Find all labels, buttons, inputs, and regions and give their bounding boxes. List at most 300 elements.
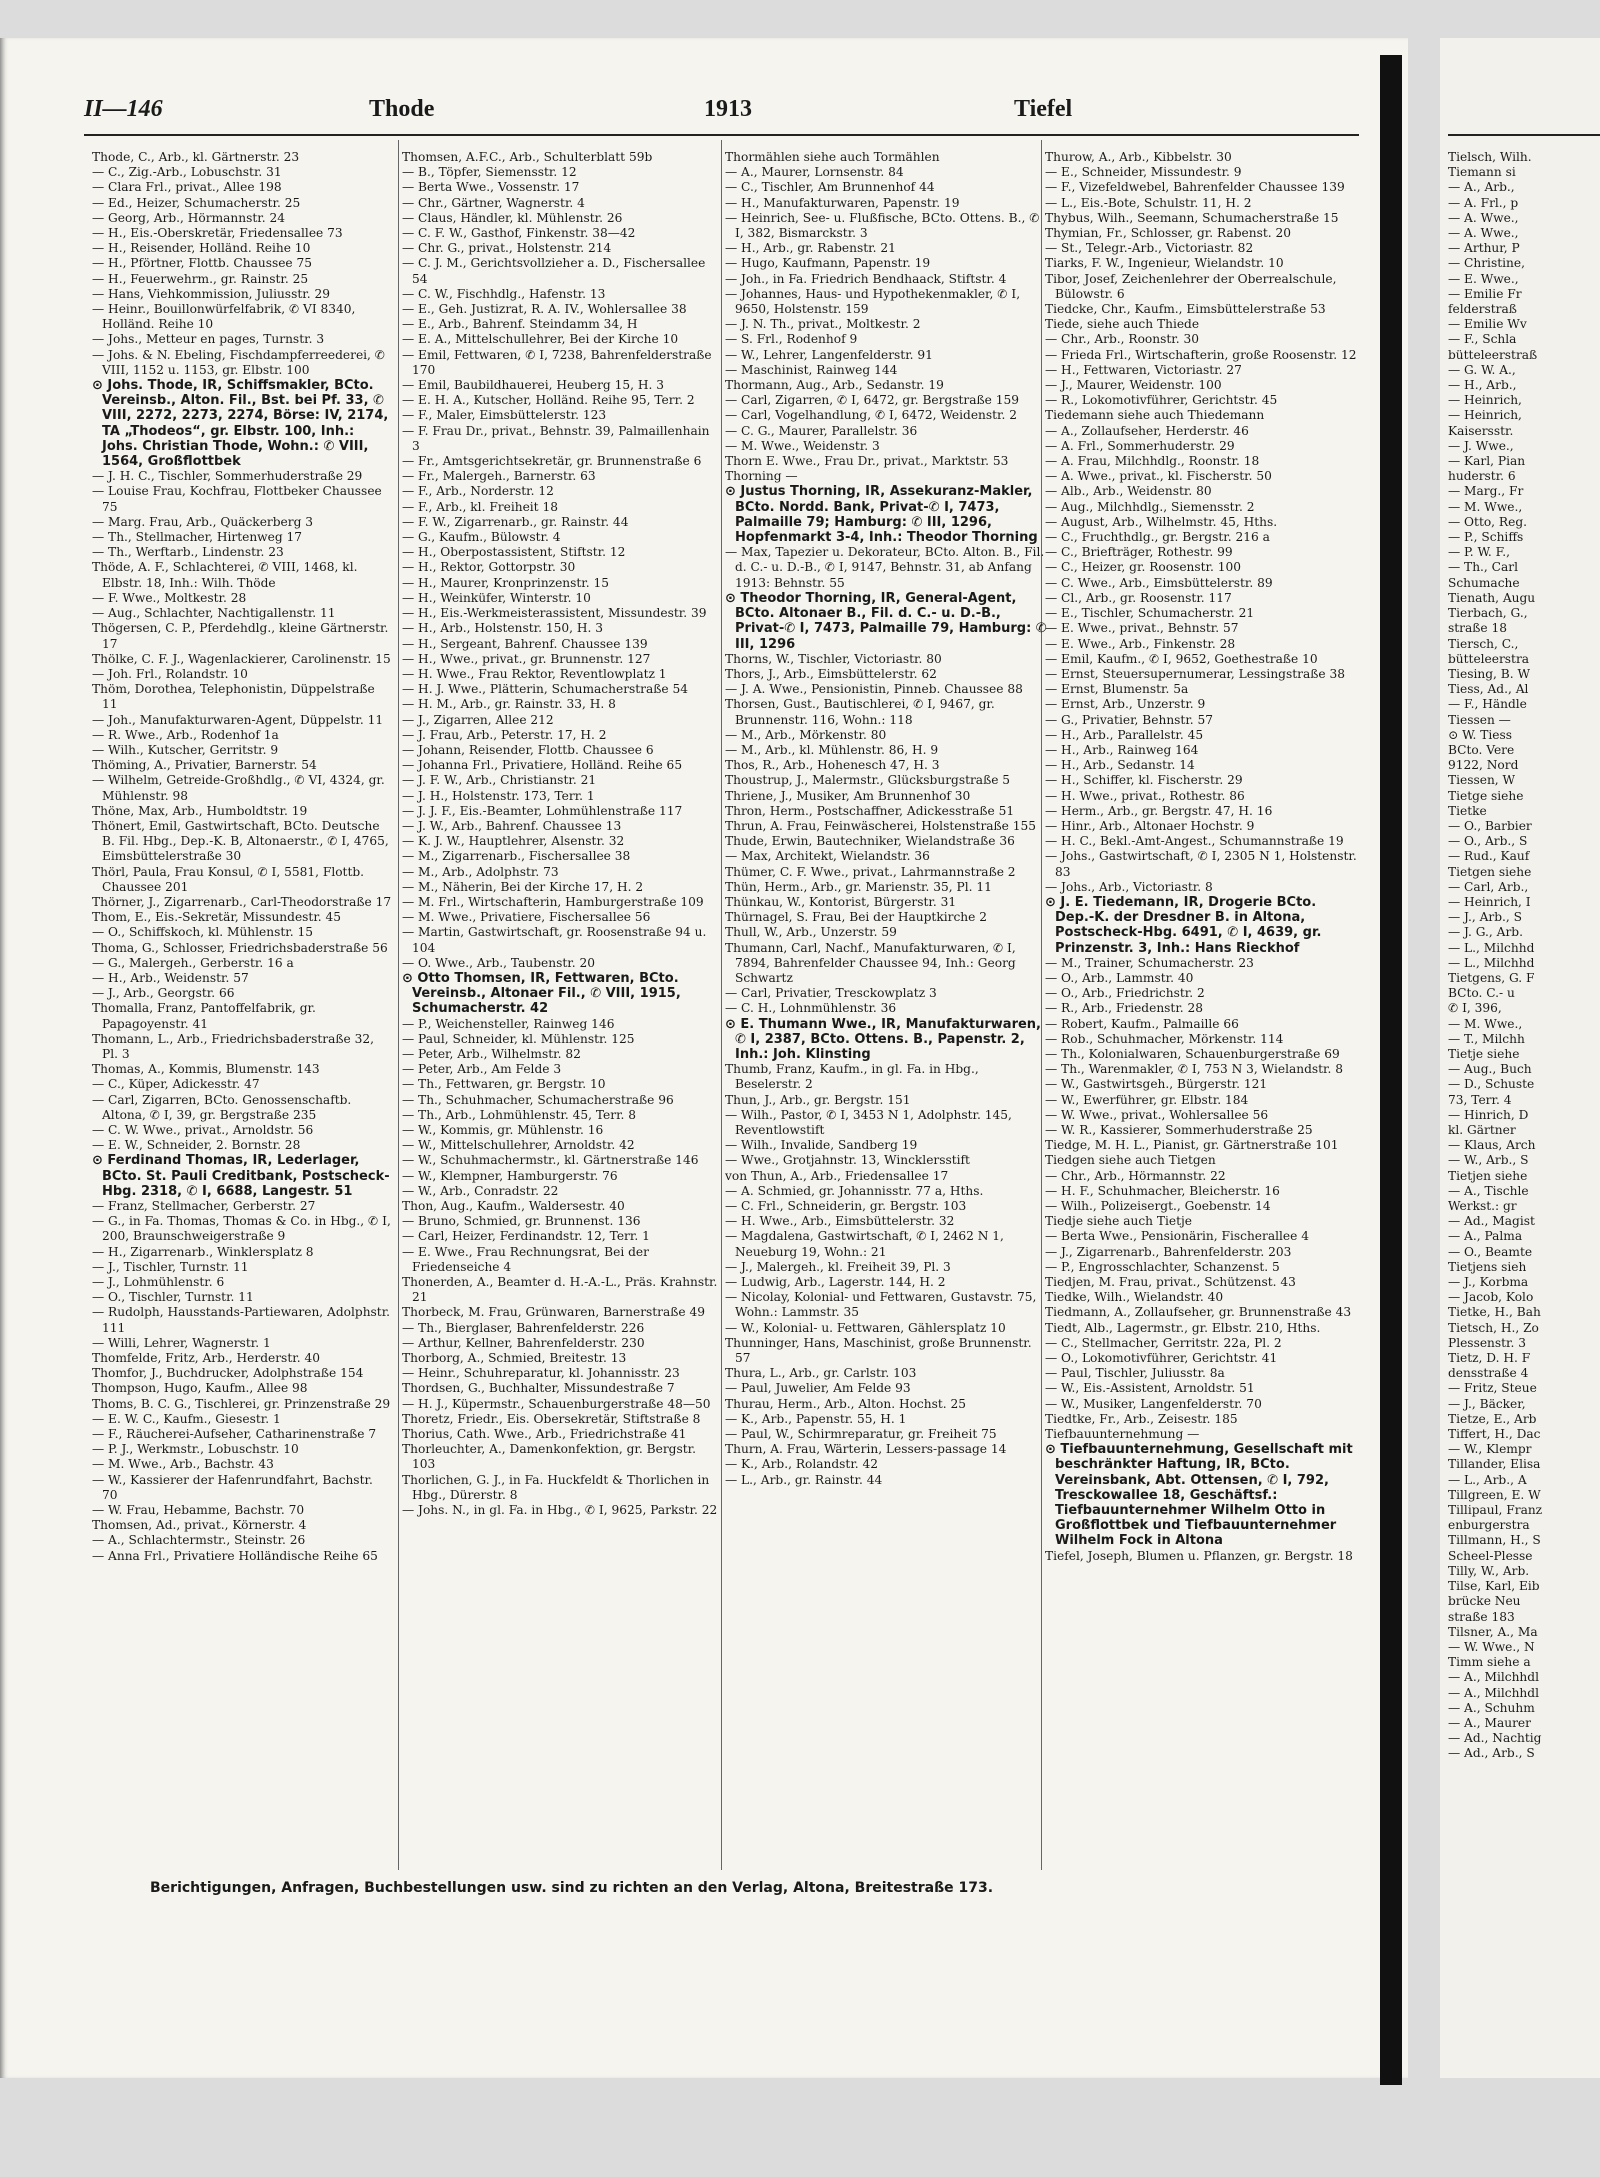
directory-entry: — Johann, Reisender, Flottb. Chaussee 6 (402, 742, 654, 757)
directory-entry: — W. Frau, Hebamme, Bachstr. 70 (92, 1503, 305, 1518)
directory-entry: — F. Frau Dr., privat., Behnstr. 39, Palmaillenhain 3 (402, 423, 710, 453)
next-page-entry: — W., Klempr (1448, 1442, 1532, 1457)
directory-entry: — A., Zollaufseher, Herderstr. 46 (1045, 423, 1249, 438)
next-page-entry: Plessenstr. 3 (1448, 1335, 1527, 1350)
directory-entry: — H., Wwe., privat., gr. Brunnenstr. 127 (402, 651, 651, 666)
directory-entry: Tibor, Josef, Zeichenlehrer der Oberrealschule, Bülowstr. 6 (1045, 271, 1337, 301)
directory-entry: — Th., Schuhmacher, Schumacherstraße 96 (402, 1092, 674, 1107)
next-page-entry: felderstraß (1448, 302, 1517, 317)
directory-entry: — E. Wwe., Arb., Finkenstr. 28 (1045, 636, 1236, 651)
next-page-entry: — Arthur, P (1448, 241, 1520, 256)
directory-entry: — Heinr., Bouillonwürfelfabrik, ✆ VI 8340, Holländ. Reihe 10 (92, 302, 356, 332)
directory-entry: — R. Wwe., Arb., Rodenhof 1a (92, 727, 279, 742)
next-page-entry: brücke Neu (1448, 1594, 1521, 1609)
next-page-entry: Tiersch, C., (1448, 636, 1519, 651)
directory-entry: — Maschinist, Rainweg 144 (725, 362, 898, 377)
directory-entry: Thun, J., Arb., gr. Bergstr. 151 (725, 1092, 911, 1107)
directory-entry: Thürnagel, S. Frau, Bei der Hauptkirche 2 (725, 910, 987, 925)
next-page-entry: Tillmann, H., S (1448, 1533, 1541, 1548)
directory-entry: Thorns, W., Tischler, Victoriastr. 80 (725, 651, 942, 666)
directory-entry: — M. Wwe., Privatiere, Fischersallee 56 (402, 910, 651, 925)
directory-entry: — Th., Werftarb., Lindenstr. 23 (92, 545, 284, 560)
directory-entry: — H. Wwe., Frau Rektor, Reventlowplatz 1 (402, 666, 667, 681)
directory-entry: — Frieda Frl., Wirtschafterin, große Roosenstr. 12 (1045, 347, 1357, 362)
directory-entry: — Peter, Arb., Wilhelmstr. 82 (402, 1046, 581, 1061)
year: 1913 (704, 96, 752, 122)
directory-entry: Thors, J., Arb., Eimsbüttelerstr. 62 (725, 666, 937, 681)
directory-entry: — Wilh., Polizeisergt., Goebenstr. 14 (1045, 1199, 1271, 1214)
next-page-edge (1440, 38, 1600, 2078)
directory-entry: Thönert, Emil, Gastwirtschaft, BCto. Deutsche B. Fil. Hbg., Dep.-K. B, Altonaerstr., ✆ I, 4765, Eimsbüttelerstraße 30 (92, 818, 389, 864)
directory-entry: — J. H., Holstenstr. 173, Terr. 1 (402, 788, 595, 803)
directory-entry: — E. Wwe., Frau Rechnungsrat, Bei der Friedenseiche 4 (402, 1244, 649, 1274)
firm-entry: ⊙ Johs. Thode, IR, Schiffsmakler, BCto. Vereinsb., Alton. Fil., Bst. bei Pf. 33, ✆ VIII, 2272, 2273, 2274, Börse: IV, 2174, TA „Thodeos“, gr. Elbstr. 100, Inh.: Johs. Christian Thode, Wohn.: ✆ VIII, 1564, Großflottbek (92, 378, 389, 470)
directory-entry: — M. Wwe., Arb., Bachstr. 43 (92, 1457, 274, 1472)
directory-entry: Thöde, A. F., Schlachterei, ✆ VIII, 1468, kl. Elbstr. 18, Inh.: Wilh. Thöde (92, 560, 358, 590)
directory-entry: — Joh. Frl., Rolandstr. 10 (92, 666, 248, 681)
directory-entry: Thriene, J., Musiker, Am Brunnenhof 30 (725, 788, 971, 803)
directory-entry: — S. Frl., Rodenhof 9 (725, 332, 858, 347)
next-page-entry: Tietje siehe (1448, 1046, 1520, 1061)
directory-entry: — H. M., Arb., gr. Rainstr. 33, H. 8 (402, 697, 616, 712)
directory-entry: — Rob., Schuhmacher, Mörkenstr. 114 (1045, 1031, 1284, 1046)
next-page-entry: Tilsner, A., Ma (1448, 1624, 1538, 1639)
page-number: II—146 (84, 96, 163, 122)
next-page-entry: — A., Arb., (1448, 180, 1515, 195)
next-page-entry: — Aug., Buch (1448, 1062, 1532, 1077)
column-1 (92, 150, 392, 1564)
directory-entry: — H., Arb., Holstenstr. 150, H. 3 (402, 621, 603, 636)
directory-entry: — H., Eis.-Oberskretär, Friedensallee 73 (92, 226, 343, 241)
directory-entry: — H., Feuerwehrm., gr. Rainstr. 25 (92, 271, 309, 286)
directory-entry: — Johannes, Haus- und Hypothekenmakler, ✆ I, 9650, Holstenstr. 159 (725, 286, 1021, 317)
next-page-entry: — A., Maurer (1448, 1715, 1531, 1730)
directory-entry: Tiefel, Joseph, Blumen u. Pflanzen, gr. Bergstr. 18 (1045, 1548, 1353, 1563)
next-page-entry: — P. W. F., (1448, 545, 1510, 560)
directory-entry: — H., Maurer, Kronprinzenstr. 15 (402, 575, 610, 590)
directory-entry: — Paul, W., Schirmreparatur, gr. Freiheit 75 (725, 1427, 997, 1442)
directory-entry: Tiefbauunternehmung — (1045, 1427, 1200, 1442)
directory-entry: Tiedemann siehe auch Thiedemann (1045, 408, 1265, 423)
directory-entry: — Th., Warenmakler, ✆ I, 753 N 3, Wielandstr. 8 (1045, 1062, 1344, 1077)
directory-entry: — H., Schiffer, kl. Fischerstr. 29 (1045, 773, 1243, 788)
directory-entry: — H., Arb., Rainweg 164 (1045, 742, 1199, 757)
directory-entry: — G., Malergeh., Gerberstr. 16 a (92, 955, 294, 970)
directory-entry: — H., Reisender, Holländ. Reihe 10 (92, 241, 311, 256)
directory-entry: — W., Kolonial- u. Fettwaren, Gählersplatz 10 (725, 1320, 1006, 1335)
directory-entry: — Marg. Frau, Arb., Quäckerberg 3 (92, 514, 314, 529)
directory-entry: — G., Privatier, Behnstr. 57 (1045, 712, 1214, 727)
directory-entry: — Carl, Zigarren, BCto. Genossenschaftb. Altona, ✆ I, 39, gr. Bergstraße 235 (92, 1092, 352, 1122)
next-page-entry: — J. G., Arb. (1448, 925, 1523, 940)
directory-entry: — Johanna Frl., Privatiere, Holländ. Reihe 65 (402, 758, 683, 773)
directory-entry: — W. Wwe., privat., Wohlersallee 56 (1045, 1107, 1269, 1122)
directory-entry: — A. Frau, Milchhdlg., Roonstr. 18 (1045, 454, 1260, 469)
directory-entry: — Fr., Amtsgerichtsekretär, gr. Brunnenstraße 6 (402, 454, 702, 469)
directory-entry: Thomann, L., Arb., Friedrichsbaderstraße 32, Pl. 3 (92, 1031, 374, 1061)
directory-entry: — Max, Tapezier u. Dekorateur, BCto. Alton. B., Fil. d. C.- u. D.-B., ✆ I, 9147, Behnstr. 31, ab Anfang 1913: Behnstr. 55 (725, 545, 1045, 590)
first-entry-word: Thode (369, 96, 435, 122)
directory-entry: — C., Heizer, gr. Roosenstr. 100 (1045, 560, 1242, 575)
directory-entry: — Carl, Vogelhandlung, ✆ I, 6472, Weidenstr. 2 (725, 408, 1018, 423)
directory-entry: — Hinr., Arb., Altonaer Hochstr. 9 (1045, 818, 1255, 833)
firm-entry: ⊙ Theodor Thorning, IR, General-Agent, BCto. Altonaer B., Fil. d. C.- u. D.-B., Privat-✆ I, 7473, Palmaille 79, Hamburg: ✆ III, 1296 (725, 590, 1047, 652)
firm-entry: ⊙ Tiefbauunternehmung, Gesellschaft mit beschränkter Haftung, IR, BCto. Vereinsbank, Abt. Ottensen, ✆ I, 792, Tresckowallee 18, Geschäftsf.: Tiefbauunternehmer Wilhelm Otto in Großflottbek und Tiefbauunternehmer Wilhelm Fock in Altona (1045, 1442, 1353, 1549)
directory-entry: — H., Arb., Parallelstr. 45 (1045, 727, 1204, 742)
directory-entry: — H., Weinküfer, Winterstr. 10 (402, 590, 591, 605)
next-page-entry: Tietsch, H., Zo (1448, 1320, 1539, 1335)
directory-entry: — Paul, Schneider, kl. Mühlenstr. 125 (402, 1031, 635, 1046)
directory-entry: — F., Maler, Eimsbüttelerstr. 123 (402, 408, 607, 423)
directory-entry: — M. Frl., Wirtschafterin, Hamburgerstraße 109 (402, 894, 704, 909)
directory-entry: — J. Frau, Arb., Peterstr. 17, H. 2 (402, 727, 607, 742)
directory-entry: — Johs., Metteur en pages, Turnstr. 3 (92, 332, 325, 347)
next-page-entry: — Christine, (1448, 256, 1525, 271)
directory-entry: — Joh., Manufakturwaren-Agent, Düppelstr. 11 (92, 712, 384, 727)
directory-entry: Tiedje siehe auch Tietje (1045, 1214, 1192, 1229)
directory-entry: — W., Kassierer der Hafenrundfahrt, Bachstr. 70 (92, 1472, 373, 1502)
next-page-entry: Tierbach, G., (1448, 606, 1528, 621)
directory-entry: Thorleuchter, A., Damenkonfektion, gr. Bergstr. 103 (402, 1442, 696, 1472)
next-page-entry: — A. Wwe., (1448, 226, 1519, 241)
directory-entry: — Clara Frl., privat., Allee 198 (92, 180, 282, 195)
directory-entry: — Peter, Arb., Am Felde 3 (402, 1062, 562, 1077)
directory-entry: — Wilhelm, Getreide-Großhdlg., ✆ VI, 4324, gr. Mühlenstr. 98 (92, 773, 385, 803)
directory-entry: — C. Frl., Schneiderin, gr. Bergstr. 103 (725, 1199, 967, 1214)
directory-entry: — A. Schmied, gr. Johannisstr. 77 a, Hths. (725, 1183, 984, 1198)
directory-entry: — Chr., Arb., Roonstr. 30 (1045, 332, 1199, 347)
next-page-entry: — J. Wwe., (1448, 438, 1514, 453)
directory-entry: Thoretz, Friedr., Eis. Obersekretär, Stiftstraße 8 (402, 1411, 701, 1426)
directory-entry: — W., Kommis, gr. Mühlenstr. 16 (402, 1123, 604, 1137)
firm-entry: ⊙ Otto Thomsen, IR, Fettwaren, BCto. Vereinsb., Altonaer Fil., ✆ VIII, 1915, Schumacherstr. 42 (402, 970, 681, 1017)
next-page-entry: — Otto, Reg. (1448, 514, 1527, 529)
next-page-entry: Tiemann si (1448, 165, 1516, 180)
directory-entry: Thunninger, Hans, Maschinist, große Brunnenstr. 57 (725, 1335, 1032, 1366)
directory-entry: — O. Wwe., Arb., Taubenstr. 20 (402, 955, 595, 970)
directory-entry: — J., Malergeh., kl. Freiheit 39, Pl. 3 (725, 1259, 951, 1274)
directory-entry: — Ernst, Arb., Unzerstr. 9 (1045, 697, 1206, 712)
directory-entry: Thorlichen, G. J., in Fa. Huckfeldt & Thorlichen in Hbg., Dürerstr. 8 (402, 1472, 710, 1502)
directory-entry: Thumb, Franz, Kaufm., in gl. Fa. in Hbg., Beselerstr. 2 (725, 1062, 979, 1092)
directory-entry: von Thun, A., Arb., Friedensallee 17 (725, 1168, 949, 1183)
next-page-entry: — W. Wwe., N (1448, 1639, 1535, 1654)
directory-entry: — Cl., Arb., gr. Roosenstr. 117 (1045, 590, 1232, 605)
next-page-entry: — Heinrich, (1448, 408, 1522, 423)
next-page-entry: — Hinrich, D (1448, 1107, 1529, 1122)
directory-entry: — Martin, Gastwirtschaft, gr. Roosenstraße 94 u. 104 (402, 925, 707, 955)
directory-entry: Thoustrup, J., Malermstr., Glücksburgstraße 5 (725, 773, 1011, 788)
directory-entry: — H. J., Küpermstr., Schauenburgerstraße 48—50 (402, 1396, 711, 1411)
directory-entry: — J., Zigarren, Allee 212 (402, 712, 554, 727)
directory-entry: — Ernst, Steuersupernumerar, Lessingstraße 38 (1045, 666, 1345, 681)
directory-entry: — Bruno, Schmied, gr. Brunnenst. 136 (402, 1214, 641, 1229)
book-spine (1380, 55, 1402, 2085)
next-page-entry: — J., Korbma (1448, 1275, 1529, 1290)
next-page-entry: — Emilie Fr (1448, 286, 1522, 301)
directory-entry: Tiede, siehe auch Thiede (1045, 317, 1200, 332)
next-page-entry: — Fritz, Steue (1448, 1381, 1537, 1396)
next-page-entry: Tilse, Karl, Eib (1448, 1579, 1540, 1594)
directory-entry: — Aug., Schlachter, Nachtigallenstr. 11 (92, 606, 336, 621)
directory-entry: — Chr. G., privat., Holstenstr. 214 (402, 241, 612, 256)
directory-entry: — J. J. F., Eis.-Beamter, Lohmühlenstraße 117 (402, 803, 683, 818)
next-page-entry: densstraße 4 (1448, 1366, 1529, 1381)
directory-entry: — P., Weichensteller, Rainweg 146 (402, 1016, 615, 1031)
directory-entry: — O., Lokomotivführer, Gerichtstr. 41 (1045, 1351, 1278, 1366)
directory-entry: — W., Arb., Conradstr. 22 (402, 1183, 559, 1198)
directory-entry: — Franz, Stellmacher, Gerberstr. 27 (92, 1199, 316, 1214)
next-page-entry: — Klaus, Arch (1448, 1138, 1536, 1153)
directory-entry: — Carl, Privatier, Tresckowplatz 3 (725, 986, 937, 1001)
directory-entry: Tiedge, M. H. L., Pianist, gr. Gärtnerstraße 101 (1045, 1138, 1339, 1153)
next-page-entry: Tietgen siehe (1448, 864, 1532, 879)
directory-entry: — E. W. C., Kaufm., Giesestr. 1 (92, 1411, 281, 1426)
next-page-entry: Tietgens, G. F (1448, 970, 1535, 985)
directory-entry: — C. J. M., Gerichtsvollzieher a. D., Fischersallee 54 (402, 256, 706, 286)
directory-entry: — Georg, Arb., Hörmannstr. 24 (92, 210, 285, 225)
directory-entry: — Heinr., Schuhreparatur, kl. Johannisstr. 23 (402, 1366, 680, 1381)
directory-entry: — C., Küper, Adickesstr. 47 (92, 1077, 260, 1092)
next-page-entry: — A., Schuhm (1448, 1700, 1535, 1715)
directory-entry: — W., Klempner, Hamburgerstr. 76 (402, 1168, 618, 1183)
directory-entry: — W. R., Kassierer, Sommerhuderstraße 25 (1045, 1123, 1313, 1137)
directory-entry: — Carl, Zigarren, ✆ I, 6472, gr. Bergstraße 159 (725, 393, 1019, 408)
next-page-entry: Tielsch, Wilh. (1448, 150, 1532, 164)
next-page-entry: 9122, Nord (1448, 758, 1519, 773)
directory-entry: — Berta Wwe., Vossenstr. 17 (402, 180, 580, 195)
directory-entry: Tiedt, Alb., Lagermstr., gr. Elbstr. 210, Hths. (1045, 1320, 1321, 1335)
directory-entry: — Th., Arb., Lohmühlenstr. 45, Terr. 8 (402, 1107, 637, 1122)
directory-entry: — C., Briefträger, Rothestr. 99 (1045, 545, 1233, 560)
directory-entry: — Ludwig, Arb., Lagerstr. 144, H. 2 (725, 1275, 946, 1290)
directory-entry: — Claus, Händler, kl. Mühlenstr. 26 (402, 210, 623, 225)
next-page-entry: Tilly, W., Arb. (1448, 1563, 1530, 1578)
directory-entry: — J., Maurer, Weidenstr. 100 (1045, 378, 1222, 393)
directory-entry: — H., Arb., Sedanstr. 14 (1045, 758, 1195, 773)
directory-entry: — W., Mittelschullehrer, Arnoldstr. 42 (402, 1138, 635, 1153)
directory-entry: Thomfor, J., Buchdrucker, Adolphstraße 154 (92, 1366, 364, 1381)
column-2 (402, 150, 720, 1518)
directory-entry: — Fr., Malergeh., Barnerstr. 63 (402, 469, 596, 484)
directory-entry: — C. G., Maurer, Parallelstr. 36 (725, 423, 918, 438)
next-page-entry: — O., Barbier (1448, 818, 1532, 833)
directory-entry: — J., Lohmühlenstr. 6 (92, 1275, 225, 1290)
directory-entry: Tiedmann, A., Zollaufseher, gr. Brunnenstraße 43 (1045, 1305, 1352, 1320)
directory-entry: — C., Fruchthdlg., gr. Bergstr. 216 a (1045, 530, 1270, 545)
directory-entry: Thull, W., Arb., Unzerstr. 59 (725, 925, 897, 940)
directory-entry: Thurn, A. Frau, Wärterin, Lessers-passage 14 (725, 1442, 1007, 1457)
directory-entry: — Robert, Kaufm., Palmaille 66 (1045, 1016, 1239, 1031)
next-page-entry: — W., Arb., S (1448, 1153, 1529, 1168)
directory-entry: Thöne, Max, Arb., Humboldtstr. 19 (92, 803, 308, 818)
next-page-entry: — Ad., Arb., S (1448, 1746, 1535, 1761)
directory-entry: Thomfelde, Fritz, Arb., Herderstr. 40 (92, 1351, 320, 1366)
directory-entry: — Johs. N., in gl. Fa. in Hbg., ✆ I, 9625, Parkstr. 22 (402, 1503, 718, 1518)
directory-entry: — O., Arb., Lammstr. 40 (1045, 970, 1194, 985)
firm-entry: ⊙ Ferdinand Thomas, IR, Lederlager, BCto. St. Pauli Creditbank, Postscheck-Hbg. 2318, ✆ I, 6688, Langestr. 51 (92, 1153, 390, 1199)
directory-entry: — Wwe., Grotjahnstr. 13, Wincklersstift (725, 1153, 970, 1168)
next-page-header-rule (1448, 134, 1600, 136)
directory-entry: — H. C., Bekl.-Amt-Angest., Schumannstraße 19 (1045, 834, 1344, 849)
next-page-entry: — M. Wwe., (1448, 1016, 1523, 1031)
directory-entry: — St., Telegr.-Arb., Victoriastr. 82 (1045, 241, 1254, 256)
directory-entry: Thünkau, W., Kontorist, Bürgerstr. 31 (725, 894, 957, 909)
next-page-column (1448, 150, 1598, 1762)
directory-entry: — W., Ewerführer, gr. Elbstr. 184 (1045, 1092, 1249, 1107)
directory-entry: Tiedgen siehe auch Tietgen (1045, 1153, 1216, 1168)
next-page-entry: — A., Milchhdl (1448, 1670, 1539, 1685)
directory-entry: — K. J. W., Hauptlehrer, Alsenstr. 32 (402, 834, 625, 849)
directory-entry: Thurow, A., Arb., Kibbelstr. 30 (1045, 150, 1232, 164)
directory-entry: Thompson, Hugo, Kaufm., Allee 98 (92, 1381, 308, 1396)
next-page-entry: — Th., Carl (1448, 560, 1518, 575)
directory-entry: Thos, R., Arb., Hohenesch 47, H. 3 (725, 758, 940, 773)
firm-entry: ⊙ Justus Thorning, IR, Assekuranz-Makler, BCto. Nordd. Bank, Privat-✆ I, 7473, Palmaille 79; Hamburg: ✆ III, 1296, Hopfenmarkt 3-4, Inh.: Theodor Thorning (725, 484, 1038, 546)
directory-entry: Thorius, Cath. Wwe., Arb., Friedrichstraße 41 (402, 1427, 687, 1442)
directory-entry: Thörl, Paula, Frau Konsul, ✆ I, 5581, Flottb. Chaussee 201 (92, 864, 365, 894)
directory-entry: — Hugo, Kaufmann, Papenstr. 19 (725, 256, 931, 271)
directory-entry: — K., Arb., Papenstr. 55, H. 1 (725, 1411, 907, 1426)
directory-entry: — A. Frl., Sommerhuderstr. 29 (1045, 438, 1235, 453)
directory-entry: — Heinrich, See- u. Flußfische, BCto. Ottens. B., ✆ I, 382, Bismarckstr. 3 (725, 210, 1040, 241)
directory-entry: Thörner, J., Zigarrenarb., Carl-Theodorstraße 17 (92, 894, 392, 909)
directory-entry: — J. W., Arb., Bahrenf. Chaussee 13 (402, 818, 622, 833)
directory-entry: — H., Eis.-Werkmeisterassistent, Missundestr. 39 (402, 606, 707, 621)
directory-entry: — W., Musiker, Langenfelderstr. 70 (1045, 1396, 1262, 1411)
directory-entry: — M., Zigarrenarb., Fischersallee 38 (402, 849, 631, 864)
directory-entry: Thorbeck, M. Frau, Grünwaren, Barnerstraße 49 (402, 1305, 705, 1320)
directory-entry: — J. A. Wwe., Pensionistin, Pinneb. Chaussee 88 (725, 682, 1023, 697)
directory-entry: Thura, L., Arb., gr. Carlstr. 103 (725, 1366, 917, 1381)
next-page-entry: Tiessen — (1448, 712, 1511, 727)
directory-entry: Thom, E., Eis.-Sekretär, Missundestr. 45 (92, 910, 342, 925)
directory-entry: Thorborg, A., Schmied, Breitestr. 13 (402, 1351, 627, 1366)
directory-entry: — Joh., in Fa. Friedrich Bendhaack, Stiftstr. 4 (725, 271, 1007, 286)
directory-entry: — Nicolay, Kolonial- und Fettwaren, Gustavstr. 75, Wohn.: Lammstr. 35 (725, 1290, 1037, 1320)
directory-entry: — H. F., Schuhmacher, Bleicherstr. 16 (1045, 1183, 1280, 1198)
directory-entry: Tiedke, Wilh., Wielandstr. 40 (1045, 1290, 1224, 1305)
directory-entry: — E., Schneider, Missundestr. 9 (1045, 165, 1242, 180)
directory-entry: — E., Geh. Justizrat, R. A. IV., Wohlersallee 38 (402, 302, 687, 317)
firm-entry: ⊙ E. Thumann Wwe., IR, Manufakturwaren, ✆ I, 2387, BCto. Ottens. B., Papenstr. 2, Inh.: Joh. Klinsting (725, 1016, 1041, 1062)
directory-entry: Thormann, Aug., Arb., Sedanstr. 19 (725, 378, 944, 393)
directory-entry: — W., Schuhmachermstr., kl. Gärtnerstraße 146 (402, 1153, 699, 1168)
directory-entry: Thün, Herm., Arb., gr. Marienstr. 35, Pl. 11 (725, 879, 992, 894)
directory-entry: — F., Arb., kl. Freiheit 18 (402, 499, 558, 514)
next-page-entry: — M. Wwe., (1448, 499, 1523, 514)
directory-entry: — M., Trainer, Schumacherstr. 23 (1045, 955, 1254, 970)
directory-entry: — K., Arb., Rolandstr. 42 (725, 1457, 879, 1472)
next-page-entry: Timm siehe a (1448, 1655, 1531, 1670)
directory-entry: — F. Wwe., Moltkestr. 28 (92, 590, 247, 605)
directory-entry: — Berta Wwe., Pensionärin, Fischerallee 4 (1045, 1229, 1309, 1244)
next-page-entry: — Heinrich, (1448, 393, 1522, 408)
directory-entry: — R., Lokomotivführer, Gerichtstr. 45 (1045, 393, 1278, 408)
directory-entry: — J. H. C., Tischler, Sommerhuderstraße 29 (92, 469, 363, 484)
directory-entry: Thümer, C. F. Wwe., privat., Lahrmannstraße 2 (725, 864, 1016, 879)
directory-entry: — L., Eis.-Bote, Schulstr. 11, H. 2 (1045, 195, 1252, 210)
directory-entry: — H. Wwe., Arb., Eimsbüttelerstr. 32 (725, 1214, 955, 1229)
directory-entry: Thumann, Carl, Nachf., Manufakturwaren, ✆ I, 7894, Bahrenfelder Chaussee 94, Inh.: Georg Schwartz (725, 940, 1016, 985)
directory-entry: — Louise Frau, Kochfrau, Flottbeker Chaussee 75 (92, 484, 382, 514)
directory-entry: — E., Arb., Bahrenf. Steindamm 34, H (402, 317, 638, 332)
directory-entry: — G., Kaufm., Bülowstr. 4 (402, 530, 561, 545)
next-page-entry: Tillander, Elisa (1448, 1457, 1541, 1472)
directory-entry: — H., Rektor, Gottorpstr. 30 (402, 560, 576, 575)
next-page-entry: BCto. Vere (1448, 742, 1515, 757)
next-page-entry: Tietjen siehe (1448, 1168, 1528, 1183)
next-page-entry: Tienath, Augu (1448, 590, 1536, 605)
directory-entry: Thomas, A., Kommis, Blumenstr. 143 (92, 1062, 320, 1077)
next-page-entry: — P., Schiffs (1448, 530, 1524, 545)
next-page-entry: — Rud., Kauf (1448, 849, 1530, 864)
column-4 (1045, 150, 1357, 1564)
directory-entry: — Wilh., Invalide, Sandberg 19 (725, 1138, 918, 1153)
running-head (84, 96, 1359, 136)
directory-entry: Tiedjen, M. Frau, privat., Schützenst. 43 (1045, 1275, 1296, 1290)
next-page-entry: Tillgreen, E. W (1448, 1487, 1541, 1502)
next-page-entry: — Ad., Magist (1448, 1214, 1535, 1229)
next-page-entry: — A., Tischle (1448, 1183, 1529, 1198)
directory-entry: — C. F. W., Gasthof, Finkenstr. 38—42 (402, 226, 636, 241)
next-page-entry: Werkst.: gr (1448, 1199, 1517, 1214)
directory-entry: — Wilh., Pastor, ✆ I, 3453 N 1, Adolphstr. 145, Reventlowstift (725, 1107, 1012, 1137)
next-page-entry: ⊙ W. Tiess (1448, 727, 1512, 742)
directory-entry: — Herm., Arb., gr. Bergstr. 47, H. 16 (1045, 803, 1273, 818)
column-divider (721, 140, 722, 1870)
directory-entry: — C. W. Wwe., privat., Arnoldstr. 56 (92, 1123, 314, 1137)
directory-entry: — W., Eis.-Assistent, Arnoldstr. 51 (1045, 1381, 1255, 1396)
next-page-entry: — Jacob, Kolo (1448, 1290, 1534, 1305)
directory-entry: — Aug., Milchhdlg., Siemensstr. 2 (1045, 499, 1255, 514)
directory-entry: — H., Zigarrenarb., Winklersplatz 8 (92, 1244, 314, 1259)
directory-entry: Thoms, B. C. G., Tischlerei, gr. Prinzenstraße 29 (92, 1396, 391, 1411)
directory-entry: — Chr., Gärtner, Wagnerstr. 4 (402, 195, 585, 210)
directory-entry: Thoma, G., Schlosser, Friedrichsbaderstraße 56 (92, 940, 388, 955)
directory-entry: — Johs., Gastwirtschaft, ✆ I, 2305 N 1, Holstenstr. 83 (1045, 849, 1357, 879)
directory-entry: — Wilh., Kutscher, Gerritstr. 9 (92, 742, 279, 757)
next-page-entry: — Ad., Nachtig (1448, 1731, 1542, 1746)
directory-entry: — H., Fettwaren, Victoriastr. 27 (1045, 362, 1242, 377)
directory-entry: — Th., Stellmacher, Hirtenweg 17 (92, 530, 303, 545)
column-divider (398, 140, 399, 1870)
directory-entry: — Rudolph, Hausstands-Partiewaren, Adolphstr. 111 (92, 1305, 391, 1335)
directory-entry: — F., Arb., Norderstr. 12 (402, 484, 554, 499)
next-page-entry: straße 18 (1448, 621, 1507, 636)
directory-entry: — J., Arb., Georgstr. 66 (92, 986, 235, 1001)
next-page-entry: Tiesing, B. W (1448, 666, 1531, 681)
directory-entry: — J. F. W., Arb., Christianstr. 21 (402, 773, 597, 788)
next-page-entry: enburgerstra (1448, 1518, 1530, 1533)
directory-entry: — C. Wwe., Arb., Eimsbüttelerstr. 89 (1045, 575, 1273, 590)
directory-entry: — C. H., Lohnmühlenstr. 36 (725, 1001, 897, 1016)
next-page-entry: Tietze, E., Arb (1448, 1411, 1537, 1426)
directory-entry: — Chr., Arb., Hörmannstr. 22 (1045, 1168, 1226, 1183)
next-page-entry: — A., Milchhdl (1448, 1685, 1539, 1700)
directory-entry: Thomsen, A.F.C., Arb., Schulterblatt 59b (402, 150, 653, 164)
directory-entry: — H. Wwe., privat., Rothestr. 86 (1045, 788, 1245, 803)
directory-entry: Thordsen, G., Buchhalter, Missundestraße 7 (402, 1381, 675, 1396)
next-page-entry: Tiessen, W (1448, 773, 1516, 788)
directory-entry: Thonerden, A., Beamter d. H.-A.-L., Präs. Krahnstr. 21 (402, 1275, 718, 1305)
directory-entry: — J. N. Th., privat., Moltkestr. 2 (725, 317, 921, 332)
header-rule (84, 134, 1359, 136)
last-entry-word: Tiefel (1014, 96, 1073, 122)
next-page-entry: Tietke, H., Bah (1448, 1305, 1541, 1320)
column-3 (725, 150, 1047, 1488)
directory-entry: — Hans, Viehkommission, Juliusstr. 29 (92, 286, 330, 301)
